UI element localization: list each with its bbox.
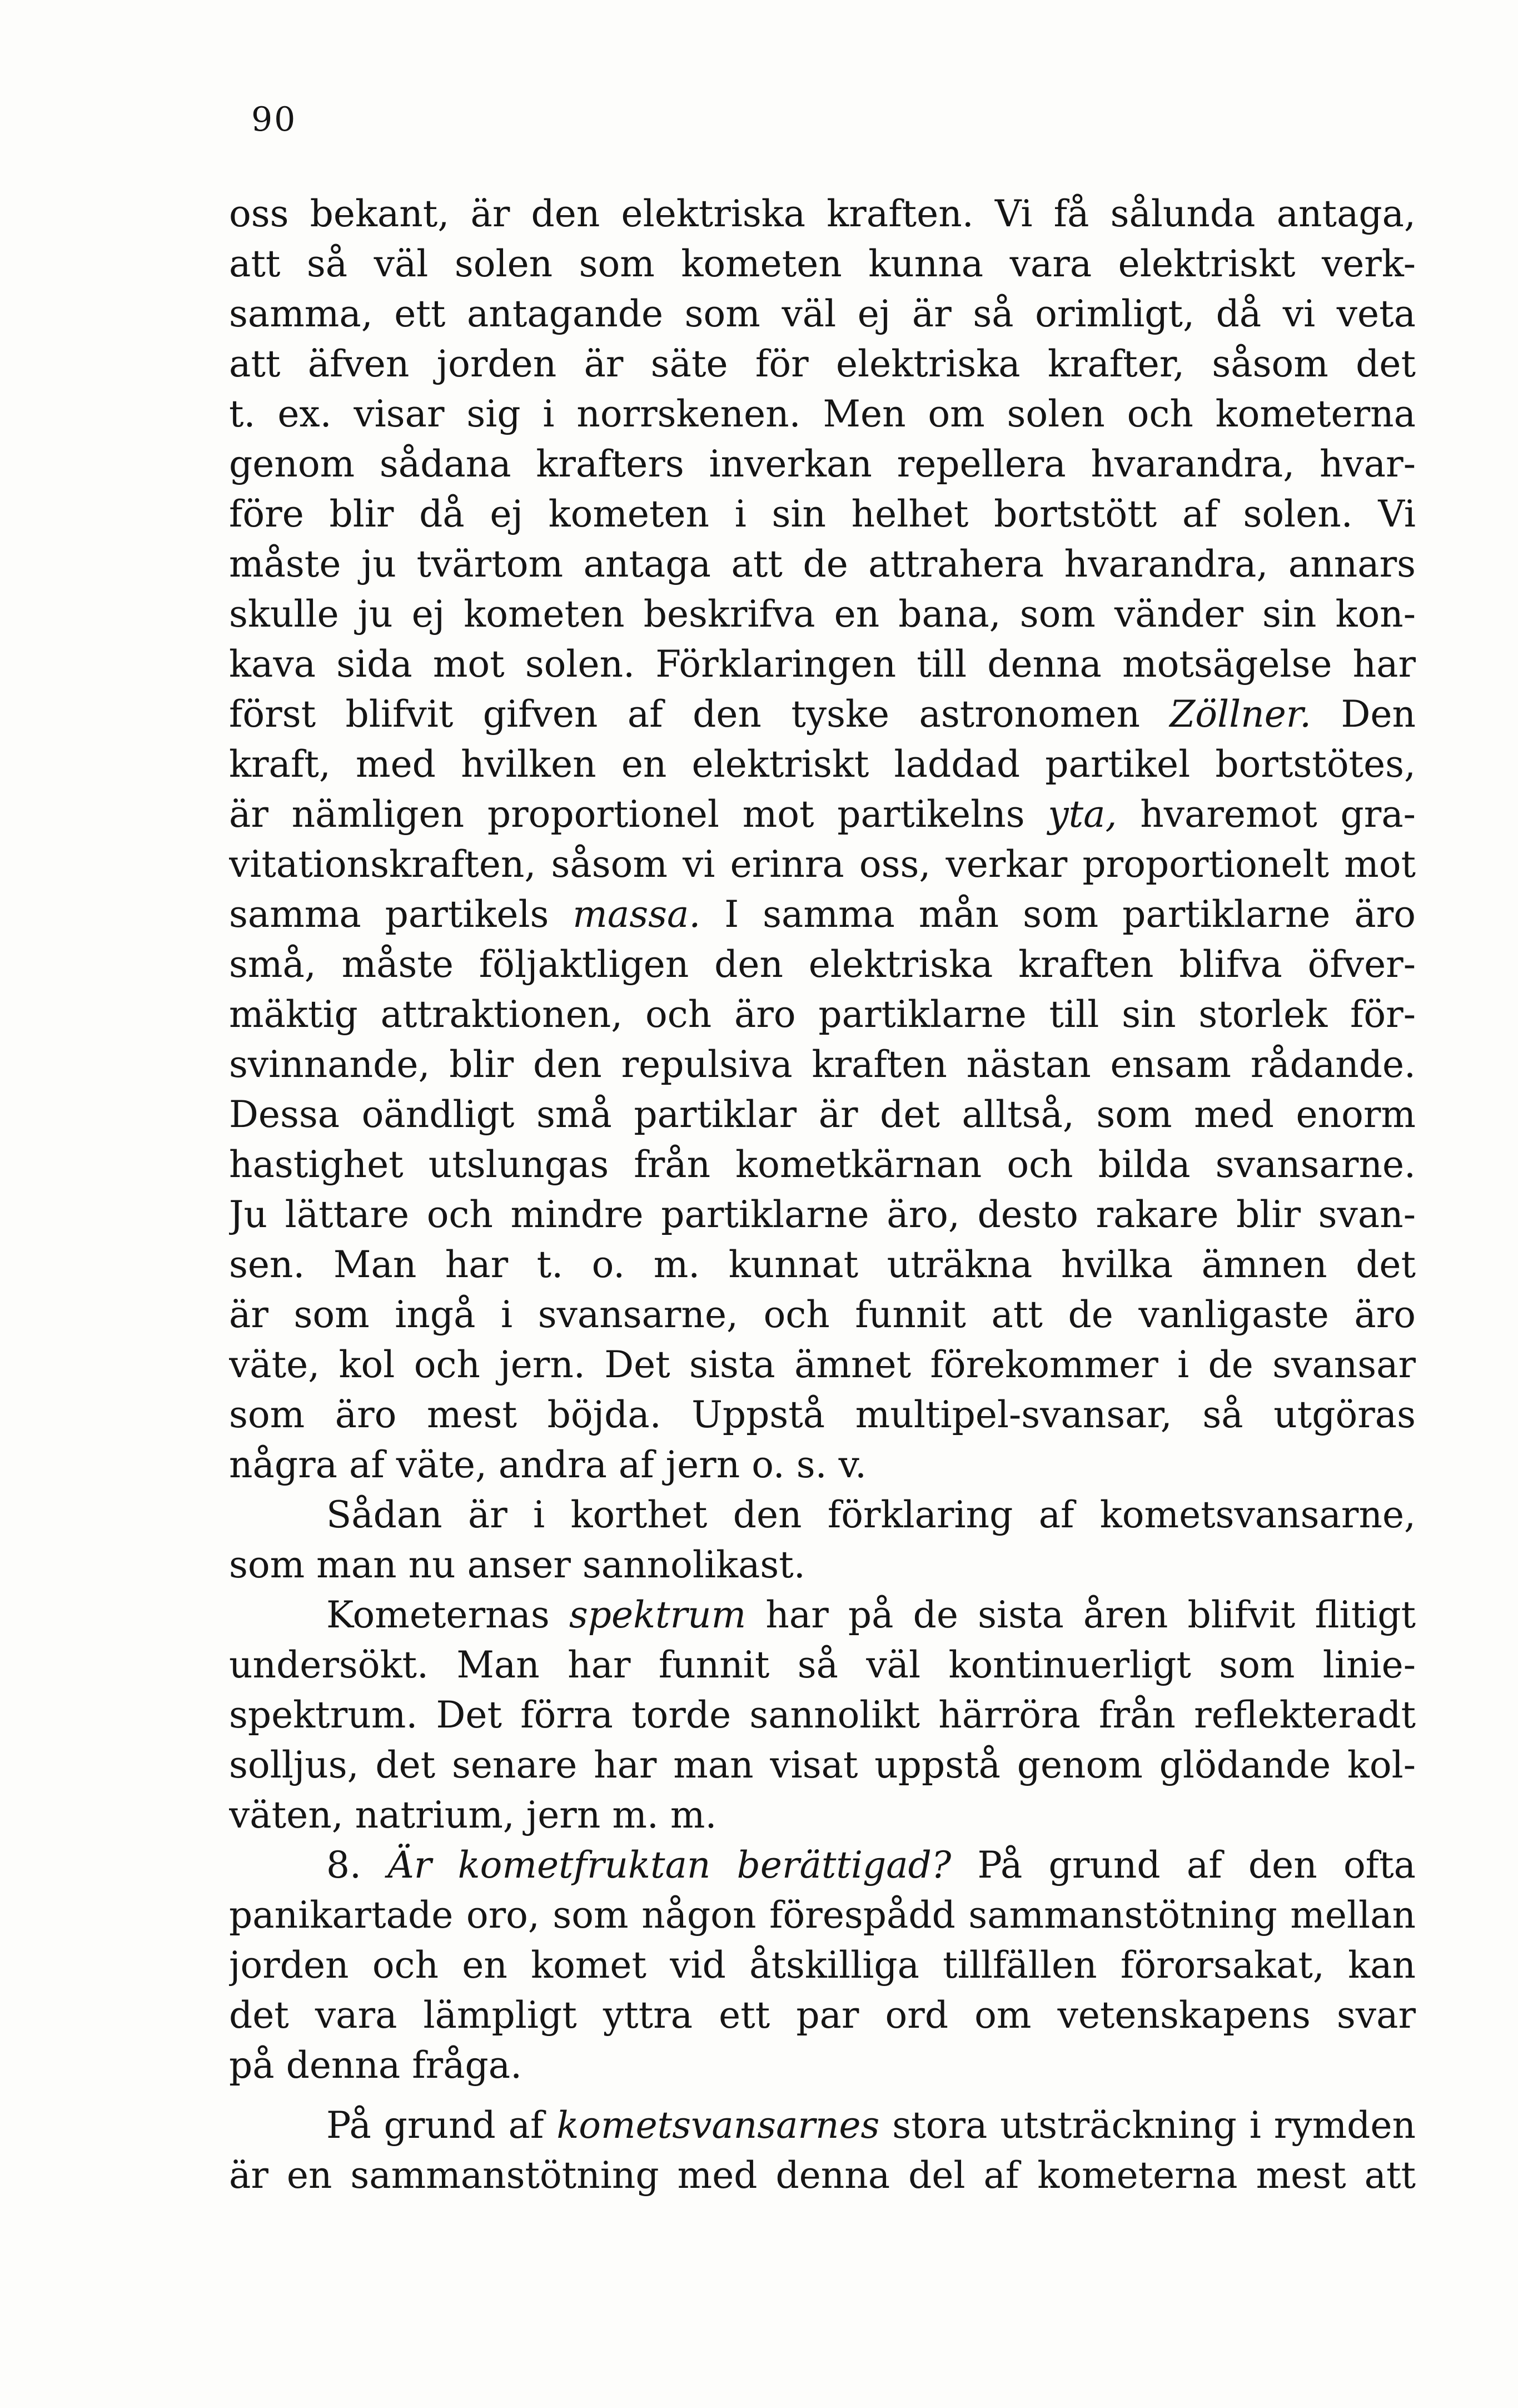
text-line	[229, 940, 1416, 990]
text-line	[229, 2101, 1416, 2151]
text-run: jorden och en komet vid åtskilliga tillfällen förorsakat, kan	[229, 1944, 1416, 1987]
text-line	[229, 1190, 1416, 1240]
text-line	[229, 1690, 1416, 1740]
italic-text: Är kometfruktan berättigad?	[387, 1844, 952, 1886]
text-line	[229, 339, 1416, 389]
text-line	[229, 1090, 1416, 1140]
text-line	[229, 1240, 1416, 1290]
text-run: några af väte, andra af jern o. s. v.	[229, 1443, 867, 1486]
text-line	[229, 239, 1416, 289]
text-run: kraft, med hvilken en elektriskt laddad partikel bortstötes,	[229, 743, 1416, 786]
text-line	[229, 1440, 1416, 1490]
text-run: hvaremot gra-	[1117, 793, 1416, 836]
text-line	[229, 1290, 1416, 1340]
text-line	[229, 1340, 1416, 1390]
text-line	[229, 289, 1416, 339]
text-run: kava sida mot solen. Förklaringen till denna motsägelse har	[229, 643, 1416, 686]
paragraph	[229, 1840, 1416, 2091]
text-run: har på de sista åren blifvit flitigt	[746, 1593, 1416, 1636]
text-line	[229, 1740, 1416, 1790]
italic-text: spektrum	[569, 1593, 746, 1636]
text-run: att så väl solen som kometen kunna vara elektriskt verk-	[229, 242, 1416, 285]
page-number: 90	[251, 100, 297, 139]
text-run: stora utsträckning i rymden	[879, 2104, 1416, 2147]
text-run: skulle ju ej kometen beskrifva en bana, som vänder sin kon-	[229, 593, 1416, 635]
text-run: före blir då ej kometen i sin helhet bortstött af solen. Vi	[229, 493, 1416, 535]
text-run: först blifvit gifven af den tyske astronomen	[229, 693, 1170, 736]
text-run: svinnande, blir den repulsiva kraften nästan ensam rådande.	[229, 1043, 1416, 1086]
text-run: spektrum. Det förra torde sannolikt härröra från reflekteradt	[229, 1694, 1416, 1736]
text-run: Den	[1311, 693, 1416, 736]
text-line	[229, 1790, 1416, 1840]
text-run: är en sammanstötning med denna del af kometerna mest att	[229, 2154, 1416, 2197]
text-line	[229, 1840, 1416, 1890]
text-run: samma, ett antagande som väl ej är så orimligt, då vi veta	[229, 292, 1416, 335]
text-run: är som ingå i svansarne, och funnit att de vanligaste äro	[229, 1293, 1416, 1336]
italic-text: Zöllner.	[1169, 693, 1312, 736]
text-run: mäktig attraktionen, och äro partiklarne till sin storlek för-	[229, 993, 1416, 1036]
text-line	[229, 1640, 1416, 1690]
text-line	[229, 639, 1416, 689]
text-run: är nämligen proportionel mot partikelns	[229, 793, 1048, 836]
text-run: Ju lättare och mindre partiklarne äro, desto rakare blir svan-	[229, 1193, 1416, 1236]
paragraph	[229, 1490, 1416, 1590]
italic-text: kometsvansarnes	[556, 2104, 880, 2147]
text-line	[229, 489, 1416, 539]
text-run: små, måste följaktligen den elektriska kraften blifva öfver-	[229, 943, 1416, 986]
text-line	[229, 439, 1416, 489]
text-line	[229, 890, 1416, 940]
paragraph	[229, 189, 1416, 1490]
text-line	[229, 2151, 1416, 2201]
text-run: Sådan är i korthet den förklaring af kometsvansarne,	[326, 1493, 1416, 1536]
italic-text: yta,	[1048, 793, 1117, 836]
text-run: I samma mån som partiklarne äro	[700, 893, 1416, 936]
text-run: hastighet utslungas från kometkärnan och bilda svansarne.	[229, 1143, 1416, 1186]
text-run: genom sådana krafters inverkan repellera hvarandra, hvar-	[229, 443, 1416, 485]
text-run: 8.	[326, 1844, 388, 1886]
text-run: på denna fråga.	[229, 2044, 522, 2087]
text-run: oss bekant, är den elektriska kraften. Vi få sålunda antaga,	[229, 192, 1416, 235]
paragraph	[229, 1590, 1416, 1840]
text-run: Dessa oändligt små partiklar är det alltså, som med enorm	[229, 1093, 1416, 1136]
text-run: t. ex. visar sig i norrskenen. Men om solen och kometerna	[229, 393, 1416, 435]
text-line	[229, 1390, 1416, 1440]
text-line	[229, 840, 1416, 890]
body-text	[229, 189, 1416, 2201]
text-line	[229, 1540, 1416, 1590]
text-line	[229, 790, 1416, 840]
text-run: måste ju tvärtom antaga att de attrahera hvarandra, annars	[229, 543, 1416, 585]
text-run: panikartade oro, som någon förespådd sammanstötning mellan	[229, 1894, 1416, 1937]
paragraph	[229, 2101, 1416, 2201]
text-run: att äfven jorden är säte för elektriska krafter, såsom det	[229, 342, 1416, 385]
text-run: väten, natrium, jern m. m.	[229, 1794, 717, 1836]
text-run: samma partikels	[229, 893, 573, 936]
text-run: Kometernas	[326, 1593, 569, 1636]
text-run: På grund af den ofta	[951, 1844, 1416, 1886]
text-line	[229, 389, 1416, 439]
text-line	[229, 1140, 1416, 1190]
text-line	[229, 1990, 1416, 2040]
text-line	[229, 990, 1416, 1040]
text-run: det vara lämpligt yttra ett par ord om vetenskapens svar	[229, 1994, 1416, 2037]
text-line	[229, 1890, 1416, 1940]
text-run: som äro mest böjda. Uppstå multipel-svansar, så utgöras	[229, 1393, 1416, 1436]
text-line	[229, 539, 1416, 589]
text-line	[229, 689, 1416, 739]
text-run: vitationskraften, såsom vi erinra oss, verkar proportionelt mot	[229, 843, 1416, 886]
text-line	[229, 189, 1416, 239]
text-line	[229, 589, 1416, 639]
text-line	[229, 2040, 1416, 2091]
text-run: väte, kol och jern. Det sista ämnet förekommer i de svansar	[229, 1343, 1416, 1386]
text-line	[229, 1590, 1416, 1640]
italic-text: massa.	[573, 893, 701, 936]
text-run: På grund af	[326, 2104, 557, 2147]
text-run: som man nu anser sannolikast.	[229, 1543, 805, 1586]
text-run: undersökt. Man har funnit så väl kontinuerligt som linie-	[229, 1644, 1416, 1686]
text-line	[229, 1490, 1416, 1540]
text-line	[229, 1940, 1416, 1990]
text-line	[229, 1040, 1416, 1090]
text-run: sen. Man har t. o. m. kunnat uträkna hvilka ämnen det	[229, 1243, 1416, 1286]
text-run: solljus, det senare har man visat uppstå genom glödande kol-	[229, 1744, 1416, 1786]
text-line	[229, 739, 1416, 790]
